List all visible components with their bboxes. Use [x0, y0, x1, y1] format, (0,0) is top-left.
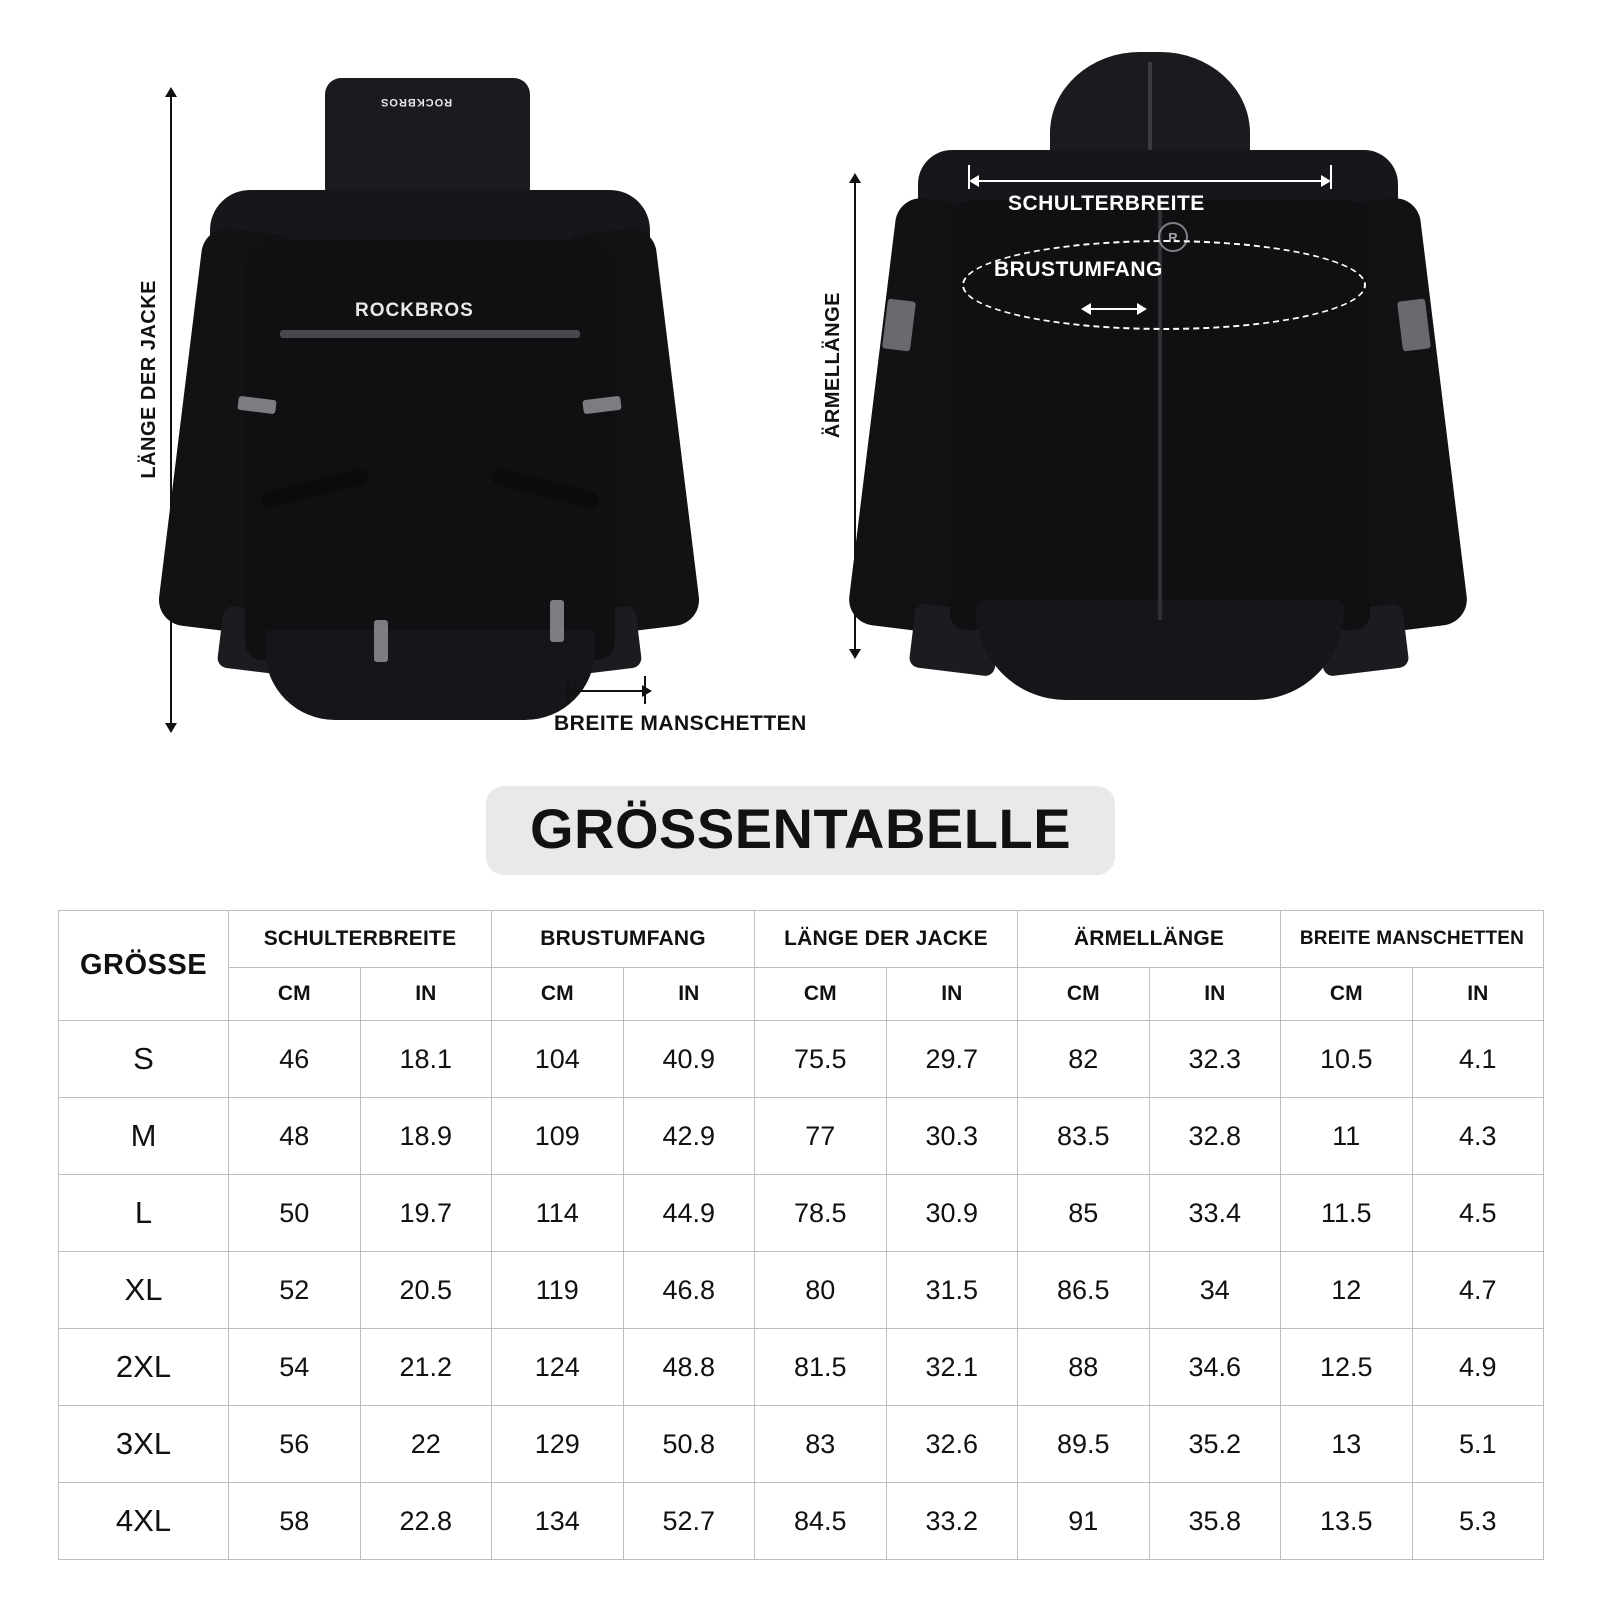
chest-measure-ellipse [962, 240, 1366, 330]
cell-value: 33.4 [1149, 1175, 1281, 1252]
sleeve-length-arrow [854, 182, 856, 650]
size-chart [58, 910, 1544, 1560]
cell-value: 46 [229, 1021, 361, 1098]
unit-shoulder-cm: CM [229, 968, 361, 1021]
cell-value: 30.3 [886, 1098, 1018, 1175]
cell-value: 42.9 [623, 1098, 755, 1175]
cell-value: 85 [1018, 1175, 1150, 1252]
cell-value: 48.8 [623, 1329, 755, 1406]
sleeve-length-label: ÄRMELLÄNGE [822, 292, 844, 439]
cell-value: 5.3 [1412, 1483, 1544, 1560]
cell-value: 82 [1018, 1021, 1150, 1098]
cell-value: 80 [755, 1252, 887, 1329]
header-group-cuff: BREITE MANSCHETTEN [1281, 911, 1544, 968]
brand-logo-icon: R [1158, 222, 1188, 252]
cell-value: 104 [492, 1021, 624, 1098]
reflective-strip-back-lower-right [550, 600, 564, 642]
cuff-width-tick-left [567, 676, 569, 704]
unit-sleeve-in: IN [1149, 968, 1281, 1021]
row-size: L [59, 1175, 229, 1252]
cell-value: 109 [492, 1098, 624, 1175]
cell-value: 58 [229, 1483, 361, 1560]
cell-value: 88 [1018, 1329, 1150, 1406]
cell-value: 50.8 [623, 1406, 755, 1483]
cell-value: 34.6 [1149, 1329, 1281, 1406]
unit-chest-in: IN [623, 968, 755, 1021]
jacket-front-view [800, 0, 1560, 790]
table-row [59, 1406, 1544, 1483]
header-size: GRÖSSE [59, 911, 229, 1021]
row-size: XL [59, 1252, 229, 1329]
cell-value: 114 [492, 1175, 624, 1252]
cuff-width-tick-right [644, 676, 646, 704]
cell-value: 21.2 [360, 1329, 492, 1406]
table-group-header-row [59, 911, 1544, 968]
unit-length-in: IN [886, 968, 1018, 1021]
cell-value: 22 [360, 1406, 492, 1483]
cell-value: 18.1 [360, 1021, 492, 1098]
unit-length-cm: CM [755, 968, 887, 1021]
cell-value: 83 [755, 1406, 887, 1483]
size-table [58, 910, 1544, 1560]
cell-value: 10.5 [1281, 1021, 1413, 1098]
cell-value: 12 [1281, 1252, 1413, 1329]
cell-value: 91 [1018, 1483, 1150, 1560]
unit-cuff-in: IN [1412, 968, 1544, 1021]
cuff-width-arrow [575, 690, 643, 692]
row-size: M [59, 1098, 229, 1175]
cell-value: 4.7 [1412, 1252, 1544, 1329]
cell-value: 31.5 [886, 1252, 1018, 1329]
jacket-back-view [60, 0, 807, 790]
header-group-chest: BRUSTUMFANG [492, 911, 755, 968]
cell-value: 50 [229, 1175, 361, 1252]
cell-value: 134 [492, 1483, 624, 1560]
cell-value: 32.1 [886, 1329, 1018, 1406]
cell-value: 40.9 [623, 1021, 755, 1098]
table-unit-header-row [59, 968, 1544, 1021]
table-row [59, 1021, 1544, 1098]
shoulder-width-arrow [978, 180, 1322, 182]
cell-value: 29.7 [886, 1021, 1018, 1098]
cell-value: 52 [229, 1252, 361, 1329]
cell-value: 30.9 [886, 1175, 1018, 1252]
page-title [0, 786, 1601, 875]
cell-value: 119 [492, 1252, 624, 1329]
chest-brand-label: ROCKBROS [355, 300, 474, 321]
chest-arrow [1090, 308, 1138, 310]
cuff-width-label: BREITE MANSCHETTEN [554, 712, 807, 735]
cell-value: 84.5 [755, 1483, 887, 1560]
shoulder-width-label: SCHULTERBREITE [1008, 192, 1205, 215]
reflective-strip-back-lower-left [374, 620, 388, 662]
jacket-length-arrow [170, 96, 172, 724]
cell-value: 4.9 [1412, 1329, 1544, 1406]
cell-value: 129 [492, 1406, 624, 1483]
cell-value: 11.5 [1281, 1175, 1413, 1252]
cell-value: 20.5 [360, 1252, 492, 1329]
cell-value: 54 [229, 1329, 361, 1406]
cell-value: 4.5 [1412, 1175, 1544, 1252]
table-row [59, 1098, 1544, 1175]
cell-value: 33.2 [886, 1483, 1018, 1560]
table-row [59, 1483, 1544, 1560]
cell-value: 77 [755, 1098, 887, 1175]
header-group-length: LÄNGE DER JACKE [755, 911, 1018, 968]
cell-value: 4.3 [1412, 1098, 1544, 1175]
table-row [59, 1175, 1544, 1252]
table-row [59, 1252, 1544, 1329]
cell-value: 81.5 [755, 1329, 887, 1406]
chest-label: BRUSTUMFANG [994, 258, 1163, 281]
header-group-sleeve: ÄRMELLÄNGE [1018, 911, 1281, 968]
header-group-shoulder: SCHULTERBREITE [229, 911, 492, 968]
cell-value: 12.5 [1281, 1329, 1413, 1406]
title-pill [486, 786, 1115, 875]
unit-shoulder-in: IN [360, 968, 492, 1021]
cell-value: 4.1 [1412, 1021, 1544, 1098]
row-size: 4XL [59, 1483, 229, 1560]
cell-value: 18.9 [360, 1098, 492, 1175]
cell-value: 52.7 [623, 1483, 755, 1560]
cell-value: 32.6 [886, 1406, 1018, 1483]
cell-value: 44.9 [623, 1175, 755, 1252]
jacket-length-label: LÄNGE DER JACKE [138, 280, 160, 479]
table-row [59, 1329, 1544, 1406]
cell-value: 11 [1281, 1098, 1413, 1175]
reflective-strip-front-right [1397, 298, 1431, 351]
row-size: 2XL [59, 1329, 229, 1406]
unit-chest-cm: CM [492, 968, 624, 1021]
cell-value: 13.5 [1281, 1483, 1413, 1560]
cell-value: 34 [1149, 1252, 1281, 1329]
cell-value: 86.5 [1018, 1252, 1150, 1329]
cell-value: 22.8 [360, 1483, 492, 1560]
unit-cuff-cm: CM [1281, 968, 1413, 1021]
cell-value: 13 [1281, 1406, 1413, 1483]
row-size: 3XL [59, 1406, 229, 1483]
jacket-hem-back [265, 630, 595, 720]
cell-value: 83.5 [1018, 1098, 1150, 1175]
cell-value: 48 [229, 1098, 361, 1175]
cell-value: 89.5 [1018, 1406, 1150, 1483]
cell-value: 46.8 [623, 1252, 755, 1329]
cell-value: 32.8 [1149, 1098, 1281, 1175]
cell-value: 5.1 [1412, 1406, 1544, 1483]
hood-brand-label: ROCKBROS [380, 96, 453, 108]
cell-value: 78.5 [755, 1175, 887, 1252]
diagram-area [0, 0, 1601, 790]
cell-value: 35.2 [1149, 1406, 1281, 1483]
reflective-yoke-back [280, 330, 580, 338]
cell-value: 32.3 [1149, 1021, 1281, 1098]
cell-value: 19.7 [360, 1175, 492, 1252]
cell-value: 35.8 [1149, 1483, 1281, 1560]
cell-value: 56 [229, 1406, 361, 1483]
title-text: GRÖSSENTABELLE [529, 797, 1072, 860]
cell-value: 75.5 [755, 1021, 887, 1098]
row-size: S [59, 1021, 229, 1098]
cell-value: 124 [492, 1329, 624, 1406]
unit-sleeve-cm: CM [1018, 968, 1150, 1021]
